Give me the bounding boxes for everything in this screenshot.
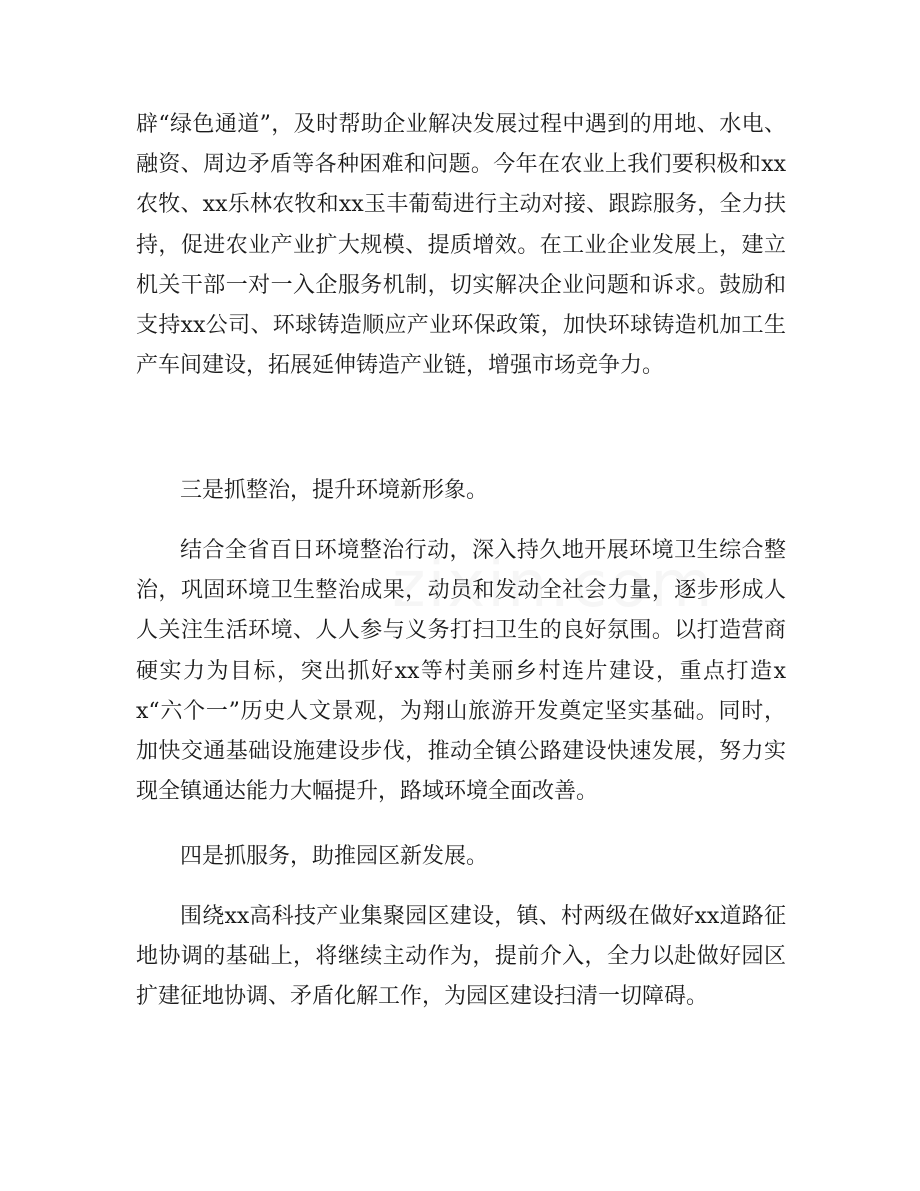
- section-heading-three: 三是抓整治，提升环境新形象。: [180, 478, 489, 503]
- paragraph-environment: 结合全省百日环境整治行动，深入持久地开展环境卫生综合整治，巩固环境卫生整治成果，动员和发动全社会力量，逐步形成人人关注生活环境、人人参与义务打扫卫生的良好氛围。以打造营商硬实力为目标，突出抓好xx等村美丽乡村连片建设，重点打造xx“六个一”历史人文景观，为翔山旅游开发奠定坚实基础。同时，加快交通基础设施建设步伐，推动全镇公路建设快速发展，努力实现全镇通达能力大幅提升，路域环境全面改善。: [136, 538, 786, 805]
- paragraph-park-service: 围绕xx高科技产业集聚园区建设，镇、村两级在做好xx道路征地协调的基础上，将继续主动作为，提前介入，全力以赴做好园区扩建征地协调、矛盾化解工作，为园区建设扫清一切障碍。: [136, 904, 786, 1010]
- section-heading-four: 四是抓服务，助推园区新发展。: [180, 844, 489, 869]
- paragraph-green-channel: 辟“绿色通道”，及时帮助企业解决发展过程中遇到的用地、水电、融资、周边矛盾等各种困难和问题。今年在农业上我们要积极和xx农牧、xx乐林农牧和xx玉丰葡萄进行主动对接、跟踪服务，全力扶持，促进农业产业扩大规模、提质增效。在工业企业发展上，建立机关干部一对一入企服务机制，切实解决企业问题和诉求。鼓励和支持xx公司、环球铸造顺应产业环保政策，加快环球铸造机加工生产车间建设，拓展延伸铸造产业链，增强市场竞争力。: [136, 112, 786, 379]
